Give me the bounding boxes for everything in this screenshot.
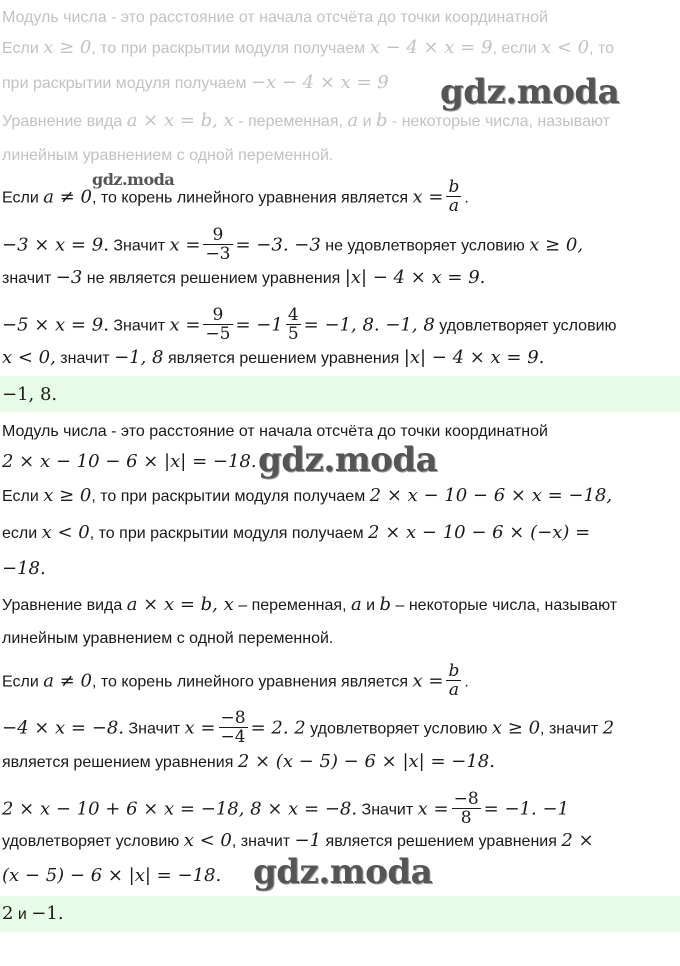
fraction: $\frac{-8}{-4}$ bbox=[220, 708, 246, 747]
watermark-logo: gdz.moda bbox=[253, 852, 433, 892]
block2-line-10: является решением уравнения 2 × (x − 5) − 6 × |x| = −18. bbox=[2, 751, 495, 772]
fraction: $\frac{9}{-3}$ bbox=[205, 225, 231, 264]
faded-line-1: Модуль числа - это расстояние от начала отсчёта до точки координатной bbox=[2, 9, 548, 26]
block2-line-8: Если a ≠ 0, то корень линейного уравнения является x = $\frac{b}{a}$ . bbox=[2, 661, 469, 700]
watermark-logo: gdz.moda bbox=[440, 72, 620, 112]
block2-line-6: Уравнение вида a × x = b, x – переменная, a и b – некоторые числа, называют bbox=[2, 594, 618, 615]
faded-line-3: при раскрытии модуля получаем −x − 4 × x = 9 bbox=[2, 72, 389, 93]
block2-line-11: 2 × x − 10 + 6 × x = −18, 8 × x = −8. Значит x = $\frac{-8}{8}$ = −1. −1 bbox=[2, 789, 569, 828]
block2-line-2: 2 × x − 10 − 6 × |x| = −18. bbox=[2, 451, 257, 472]
block2-line-1: Модуль числа - это расстояние от начала отсчёта до точки координатной bbox=[2, 423, 548, 440]
answer-box-1 bbox=[0, 376, 680, 412]
faded-line-5: линейным уравнением с одной переменной. bbox=[2, 147, 334, 164]
block2-line-4: если x < 0, то при раскрытии модуля получаем 2 × x − 10 − 6 × (−x) = bbox=[2, 522, 591, 543]
fraction: $\frac{b}{a}$ bbox=[448, 177, 460, 216]
block2-line-13: (x − 5) − 6 × |x| = −18. bbox=[2, 865, 222, 886]
block1-line-1: Если a ≠ 0, то корень линейного уравнения является x = $\frac{b}{a}$ . bbox=[2, 177, 469, 216]
answer-box-2 bbox=[0, 896, 680, 932]
watermark-logo: gdz.moda bbox=[92, 170, 175, 189]
watermark-logo: gdz.moda bbox=[258, 440, 438, 480]
block2-line-9: −4 × x = −8. Значит x = $\frac{-8}{-4}$ = 2. 2 удовлетворяет условию x ≥ 0, значит 2 bbox=[2, 708, 615, 747]
block1-line-3: значит −3 не является решением уравнения |x| − 4 × x = 9. bbox=[2, 267, 486, 288]
fraction: $\frac{9}{-5}$ bbox=[205, 305, 231, 344]
fraction: $\frac{-8}{8}$ bbox=[453, 789, 479, 828]
fraction: $\frac{b}{a}$ bbox=[448, 661, 460, 700]
answer-text: 2 и −1. bbox=[2, 903, 64, 924]
block2-line-12: удовлетворяет условию x < 0, значит −1 является решением уравнения 2 × bbox=[2, 830, 594, 851]
faded-line-2: Если x ≥ 0, то при раскрытии модуля получаем x − 4 × x = 9, если x < 0, то bbox=[2, 37, 615, 58]
faded-line-4: Уравнение вида a × x = b, x - переменная, a и b - некоторые числа, называют bbox=[2, 110, 610, 131]
answer-text: −1, 8. bbox=[2, 384, 58, 405]
block1-line-2: −3 × x = 9. Значит x = $\frac{9}{-3}$ = −3. −3 не удовлетворяет условию x ≥ 0, bbox=[2, 225, 584, 264]
block2-line-7: линейным уравнением с одной переменной. bbox=[2, 630, 334, 647]
block2-line-3: Если x ≥ 0, то при раскрытии модуля получаем 2 × x − 10 − 6 × x = −18, bbox=[2, 485, 613, 506]
mixed-fraction: $\frac{4}{5}$ bbox=[287, 305, 299, 344]
block1-line-5: x < 0, значит −1, 8 является решением уравнения |x| − 4 × x = 9. bbox=[2, 347, 545, 368]
block1-line-4: −5 × x = 9. Значит x = $\frac{9}{-5}$ = −1 $\frac{4}{5}$ = −1, 8. −1, 8 удовлетворяет условию bbox=[2, 305, 617, 344]
block2-line-5: −18. bbox=[2, 558, 46, 579]
